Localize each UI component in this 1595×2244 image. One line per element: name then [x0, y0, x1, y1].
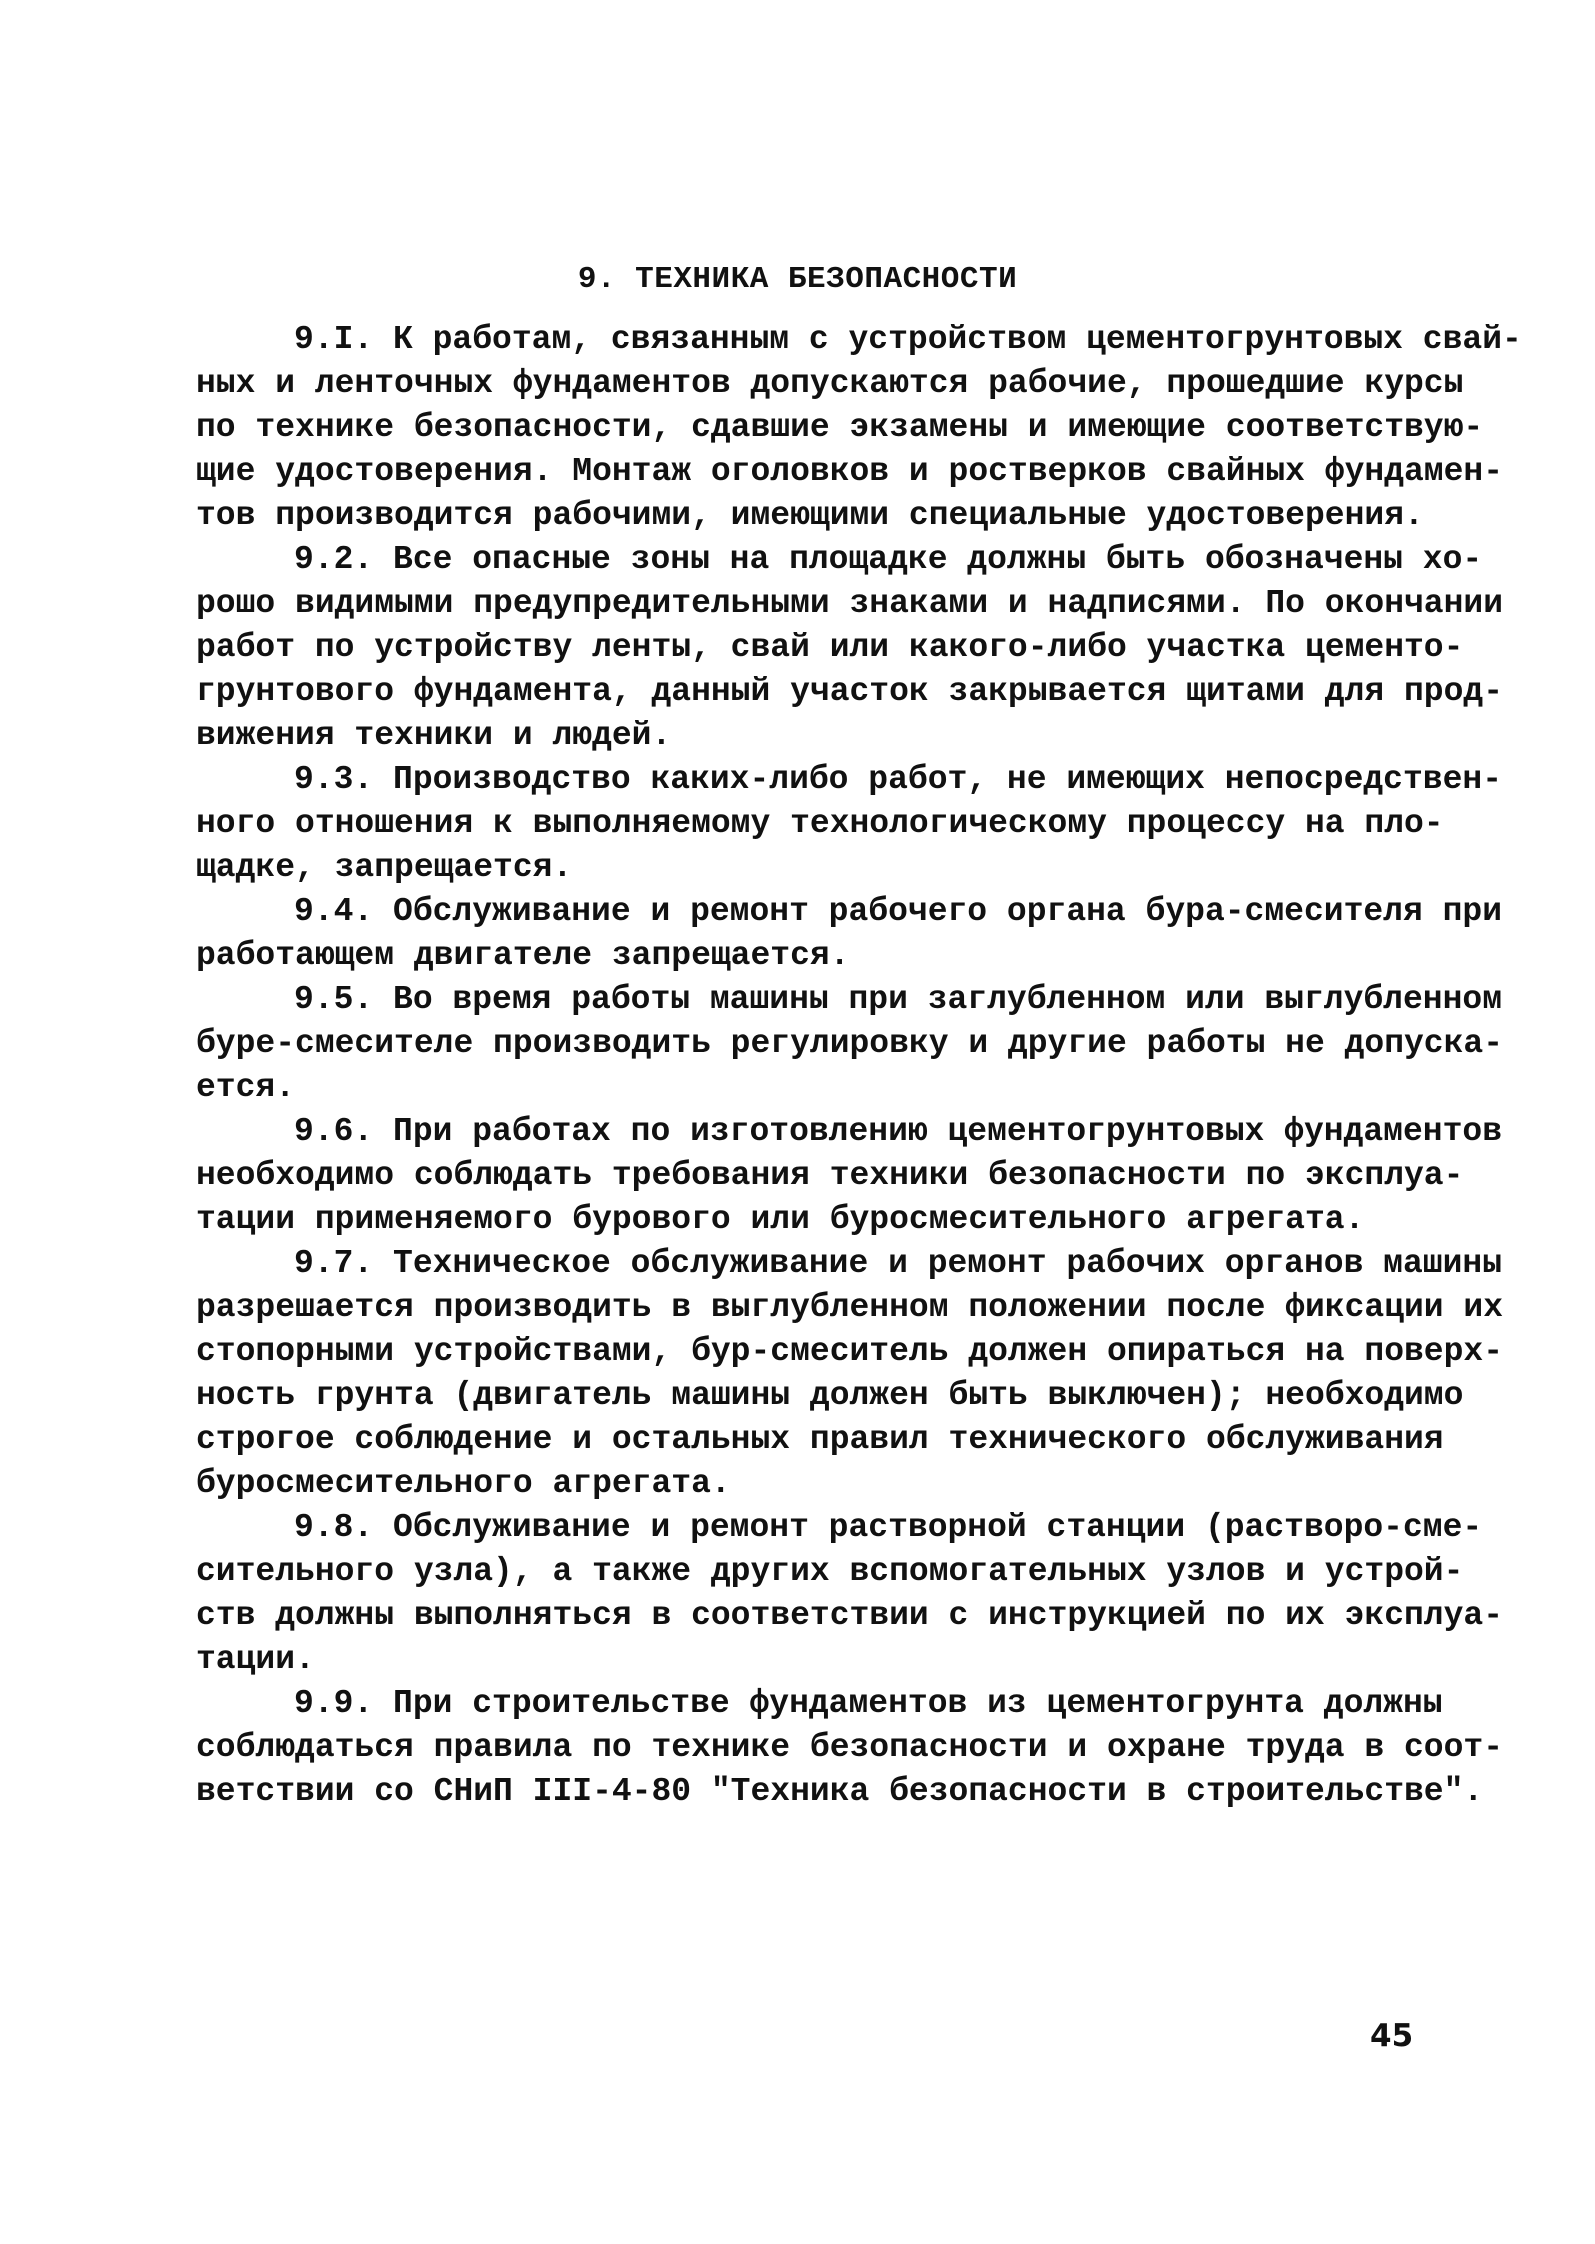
text-line: рошо видимыми предупредительными знаками и надписями. По окончании: [196, 585, 1504, 622]
text-line: работающем двигателе запрещается.: [196, 937, 850, 974]
page-number: 45: [1370, 2018, 1414, 2054]
paragraph-9-2: [196, 538, 1504, 758]
text-line: 9.7. Техническое обслуживание и ремонт рабочих органов машины: [294, 1245, 1502, 1282]
text-line: 9.3. Производство каких-либо работ, не имеющих непосредствен-: [294, 761, 1502, 798]
text-line: сительного узла), а также других вспомогательных узлов и устрой-: [196, 1553, 1464, 1590]
section-body: [196, 318, 1522, 1814]
paragraph-9-3: [196, 758, 1502, 890]
text-line: работ по устройству ленты, свай или какого-либо участка цементо-: [196, 629, 1464, 666]
text-line: ность грунта (двигатель машины должен быть выключен); необходимо: [196, 1377, 1464, 1414]
text-line: щие удостоверения. Монтаж оголовков и ростверков свайных фундамен-: [196, 453, 1504, 490]
paragraph-9-1: [196, 318, 1522, 538]
paragraph-9-5: [196, 978, 1504, 1110]
text-line: 9.4. Обслуживание и ремонт рабочего органа бура-смесителя при: [294, 893, 1502, 930]
text-line: щадке, запрещается.: [196, 849, 573, 886]
text-line: 9.9. При строительстве фундаментов из цементогрунта должны: [294, 1685, 1443, 1722]
text-line: стопорными устройствами, бур-смеситель должен опираться на поверх-: [196, 1333, 1504, 1370]
text-line: буросмесительного агрегата.: [196, 1465, 731, 1502]
text-line: грунтового фундамента, данный участок закрывается щитами для прод-: [196, 673, 1504, 710]
text-line: буре-смесителе производить регулировку и другие работы не допуска-: [196, 1025, 1504, 1062]
text-line: ется.: [196, 1069, 296, 1106]
section-heading: 9. ТЕХНИКА БЕЗОПАСНОСТИ: [577, 262, 1018, 297]
text-line: 9.8. Обслуживание и ремонт растворной станции (растворо-сме-: [294, 1509, 1483, 1546]
text-line: 9.2. Все опасные зоны на площадке должны быть обозначены хо-: [294, 541, 1483, 578]
text-line: тации.: [196, 1641, 315, 1678]
paragraph-9-4: [196, 890, 1502, 978]
text-line: ств должны выполняться в соответствии с инструкцией по их эксплуа-: [196, 1597, 1504, 1634]
text-line: 9.6. При работах по изготовлению цементогрунтовых фундаментов: [294, 1113, 1502, 1150]
text-line: разрешается производить в выглубленном положении после фиксации их: [196, 1289, 1504, 1326]
text-line: тации применяемого бурового или буросмесительного агрегата.: [196, 1201, 1365, 1238]
paragraph-9-8: [196, 1506, 1504, 1682]
text-line: строгое соблюдение и остальных правил технического обслуживания: [196, 1421, 1444, 1458]
text-line: ветствии со СНиП III-4-80 "Техника безопасности в строительстве".: [196, 1773, 1484, 1810]
text-line: 9.5. Во время работы машины при заглубленном или выглубленном: [294, 981, 1502, 1018]
paragraph-9-7: [196, 1242, 1504, 1506]
text-line: по технике безопасности, сдавшие экзамены и имеющие соответствую-: [196, 409, 1484, 446]
text-line: необходимо соблюдать требования техники безопасности по эксплуа-: [196, 1157, 1464, 1194]
paragraph-9-6: [196, 1110, 1502, 1242]
text-line: соблюдаться правила по технике безопасности и охране труда в соот-: [196, 1729, 1504, 1766]
text-line: ного отношения к выполняемому технологическому процессу на пло-: [196, 805, 1444, 842]
text-line: тов производится рабочими, имеющими специальные удостоверения.: [196, 497, 1424, 534]
text-line: ных и ленточных фундаментов допускаются рабочие, прошедшие курсы: [196, 365, 1464, 402]
paragraph-9-9: [196, 1682, 1504, 1814]
text-line: вижения техники и людей.: [196, 717, 672, 754]
text-line: 9.I. К работам, связанным с устройством цементогрунтовых свай-: [294, 321, 1522, 358]
